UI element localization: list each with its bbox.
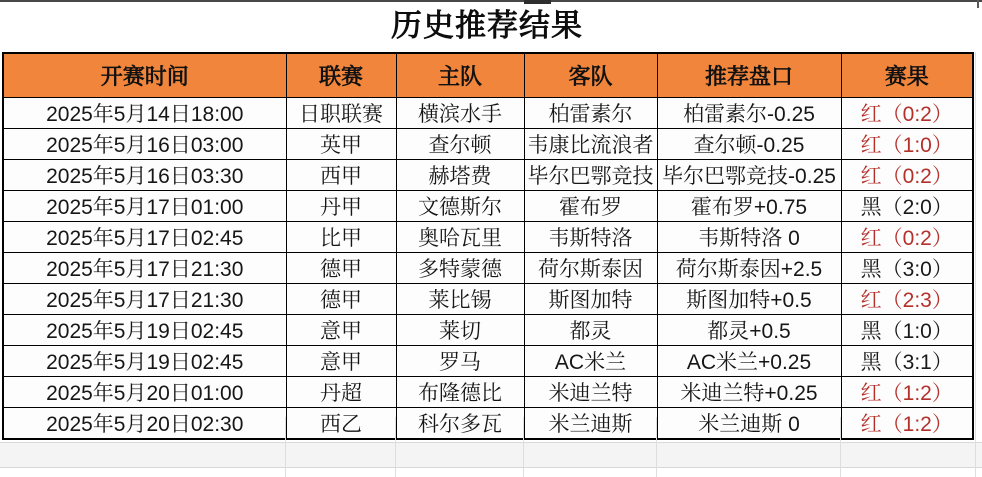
gridline-vertical	[656, 417, 657, 477]
table-row	[3, 345, 973, 376]
table-row	[3, 190, 973, 221]
spreadsheet-row-band	[0, 442, 982, 468]
cell-home-team: 布隆德比	[396, 376, 524, 407]
cell-league: 意甲	[286, 314, 396, 345]
cell-home-team: 科尔多瓦	[396, 407, 524, 439]
cell-home-team: 奥哈瓦里	[396, 221, 524, 252]
header-league: 联赛	[286, 53, 396, 97]
cell-result: 红（1:2）	[841, 407, 973, 439]
cell-start-time: 2025年5月19日02:45	[3, 314, 286, 345]
table-row	[3, 252, 973, 283]
gridline-vertical	[840, 417, 841, 477]
cell-start-time: 2025年5月19日02:45	[3, 345, 286, 376]
table-row	[3, 128, 973, 159]
cell-handicap: AC米兰+0.25	[657, 345, 841, 376]
results-table-body	[3, 97, 973, 439]
gridline-vertical	[523, 417, 524, 477]
cell-away-team: 韦斯特洛	[524, 221, 657, 252]
header-result: 赛果	[841, 53, 973, 97]
table-row	[3, 376, 973, 407]
cell-result: 黑（1:0）	[841, 314, 973, 345]
cell-home-team: 赫塔费	[396, 159, 524, 190]
cell-away-team: 米迪兰特	[524, 376, 657, 407]
cell-start-time: 2025年5月17日21:30	[3, 283, 286, 314]
cell-handicap: 米迪兰特+0.25	[657, 376, 841, 407]
cell-league: 意甲	[286, 345, 396, 376]
cell-away-team: 霍布罗	[524, 190, 657, 221]
cell-league: 丹甲	[286, 190, 396, 221]
cell-league: 西乙	[286, 407, 396, 439]
cell-start-time: 2025年5月17日21:30	[3, 252, 286, 283]
cell-result: 红（1:0）	[841, 128, 973, 159]
cell-start-time: 2025年5月20日02:30	[3, 407, 286, 439]
cell-league: 比甲	[286, 221, 396, 252]
cell-start-time: 2025年5月17日01:00	[3, 190, 286, 221]
cell-away-team: 柏雷素尔	[524, 97, 657, 128]
cell-result: 黑（3:0）	[841, 252, 973, 283]
cell-handicap: 霍布罗+0.75	[657, 190, 841, 221]
cell-result: 红（0:2）	[841, 159, 973, 190]
cell-home-team: 多特蒙德	[396, 252, 524, 283]
cell-result: 红（2:3）	[841, 283, 973, 314]
cell-home-team: 文德斯尔	[396, 190, 524, 221]
table-row	[3, 159, 973, 190]
cell-result: 红（1:2）	[841, 376, 973, 407]
table-header-row	[3, 53, 973, 97]
cell-result: 红（0:2）	[841, 97, 973, 128]
cell-league: 丹超	[286, 376, 396, 407]
cell-away-team: 毕尔巴鄂竞技	[524, 159, 657, 190]
table-row	[3, 221, 973, 252]
cell-handicap: 都灵+0.5	[657, 314, 841, 345]
cell-result: 黑（2:0）	[841, 190, 973, 221]
cell-result: 红（0:2）	[841, 221, 973, 252]
cell-away-team: 米兰迪斯	[524, 407, 657, 439]
cell-home-team: 横滨水手	[396, 97, 524, 128]
header-start-time: 开赛时间	[3, 53, 286, 97]
cell-start-time: 2025年5月16日03:30	[3, 159, 286, 190]
cell-result: 黑（3:1）	[841, 345, 973, 376]
header-home-team: 主队	[396, 53, 524, 97]
header-handicap: 推荐盘口	[657, 53, 841, 97]
cell-away-team: 荷尔斯泰因	[524, 252, 657, 283]
table-row	[3, 97, 973, 128]
cell-home-team: 莱切	[396, 314, 524, 345]
cell-home-team: 莱比锡	[396, 283, 524, 314]
cell-away-team: 都灵	[524, 314, 657, 345]
cell-start-time: 2025年5月14日18:00	[3, 97, 286, 128]
gridline-vertical-right	[975, 52, 976, 477]
cell-home-team: 罗马	[396, 345, 524, 376]
cell-handicap: 柏雷素尔-0.25	[657, 97, 841, 128]
cell-start-time: 2025年5月17日02:45	[3, 221, 286, 252]
header-away-team: 客队	[524, 53, 657, 97]
table-row	[3, 283, 973, 314]
cell-away-team: AC米兰	[524, 345, 657, 376]
cell-handicap: 斯图加特+0.5	[657, 283, 841, 314]
cell-league: 德甲	[286, 252, 396, 283]
cell-league: 德甲	[286, 283, 396, 314]
cell-away-team: 斯图加特	[524, 283, 657, 314]
gridline-vertical	[285, 417, 286, 477]
cell-handicap: 韦斯特洛 0	[657, 221, 841, 252]
cell-handicap: 毕尔巴鄂竞技-0.25	[657, 159, 841, 190]
cell-home-team: 查尔顿	[396, 128, 524, 159]
gridline-vertical	[395, 417, 396, 477]
page-title: 历史推荐结果	[391, 8, 583, 43]
cell-start-time: 2025年5月16日03:00	[3, 128, 286, 159]
cell-away-team: 韦康比流浪者	[524, 128, 657, 159]
cell-league: 日职联赛	[286, 97, 396, 128]
top-right-edge-tick	[977, 0, 979, 8]
cell-handicap: 米兰迪斯 0	[657, 407, 841, 439]
cell-handicap: 查尔顿-0.25	[657, 128, 841, 159]
cell-handicap: 荷尔斯泰因+2.5	[657, 252, 841, 283]
cell-start-time: 2025年5月20日01:00	[3, 376, 286, 407]
table-row	[3, 407, 973, 439]
cell-league: 西甲	[286, 159, 396, 190]
cell-league: 英甲	[286, 128, 396, 159]
table-row	[3, 314, 973, 345]
results-table	[2, 52, 974, 440]
